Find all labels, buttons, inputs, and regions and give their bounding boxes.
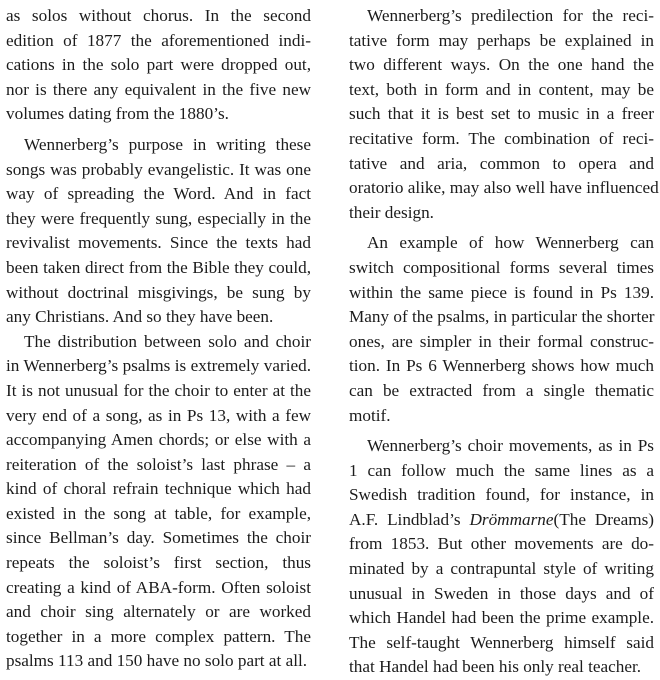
text-line: Wennerberg’s predilection for the reci- xyxy=(367,6,654,25)
text-line: volumes dating from the 1880’s. xyxy=(6,104,229,124)
left-text-column xyxy=(6,4,311,674)
paragraph xyxy=(6,330,311,674)
text-line: within the same piece is found in Ps 139. xyxy=(349,282,654,302)
text-line: accompanying Amen chords; or else with a xyxy=(6,430,311,450)
text-line: such that it is best set to music in a freer xyxy=(349,104,654,124)
text-line: The self-taught Wennerberg himself said xyxy=(349,632,654,652)
text-line: without doctrinal misgivings, be sung by xyxy=(6,282,311,302)
text-line-with-title xyxy=(349,508,654,533)
text-line: since Bellman’s day. Sometimes the choir xyxy=(6,528,311,548)
text-line: nor is there any equivalent in the five new xyxy=(6,79,311,99)
text-line: that Handel had been his only real teacher. xyxy=(349,657,642,677)
text-line: and choir sing alternately or are worked xyxy=(6,602,311,622)
text-line: can be extracted from a single thematic xyxy=(349,380,654,400)
italic-title: Drömmarne xyxy=(469,509,554,529)
text-line: tion. In Ps 6 Wennerberg shows how much xyxy=(349,356,654,376)
paragraph xyxy=(6,133,311,330)
text-line: oratorio alike, may also well have influenced xyxy=(349,178,659,198)
text-line: tative form may perhaps be explained in xyxy=(349,30,654,50)
text-line: existed in the song at table, for example, xyxy=(6,503,311,523)
text-line: been taken direct from the Bible they could, xyxy=(6,257,311,277)
text-line: unusual in Sweden in those days and of xyxy=(349,583,654,603)
text-line: revivalist movements. Since the texts had xyxy=(6,233,311,253)
text-line: 1 can follow much the same lines as a xyxy=(349,460,654,480)
text-line: very end of a song, as in Ps 13, with a few xyxy=(6,405,311,425)
paragraph xyxy=(349,434,654,680)
text-line: reiteration of the soloist’s last phrase – a xyxy=(6,454,311,474)
text-line: two different ways. On the one hand the xyxy=(349,55,654,75)
text-line: motif. xyxy=(349,405,391,425)
paragraph xyxy=(349,4,659,225)
paragraph xyxy=(6,4,311,127)
text-line: cations in the solo part were dropped out, xyxy=(6,55,311,75)
text-line: tative and aria, common to opera and xyxy=(349,153,654,173)
text-line: in Wennerberg’s psalms is extremely varied. xyxy=(6,356,311,376)
text-line: way of spreading the Word. And in fact xyxy=(6,184,311,204)
text-line: any Christians. And so they have been. xyxy=(6,307,274,327)
text-line: text, both in form and in content, may be xyxy=(349,79,654,99)
text-line: Swedish tradition found, for instance, in xyxy=(349,485,654,505)
text-line: recitative form. The combination of reci- xyxy=(349,128,654,148)
text-line: switch compositional forms several times xyxy=(349,257,654,277)
right-text-column xyxy=(349,4,659,680)
text-line: It is not unusual for the choir to enter at the xyxy=(6,380,311,400)
text-line: Wennerberg’s choir movements, as in Ps xyxy=(367,436,654,456)
text-line: their design. xyxy=(349,202,434,222)
text-line: from 1853. But other movements are do- xyxy=(349,534,654,554)
text-line: creating a kind of ABA-form. Often soloist xyxy=(6,577,311,597)
text-line: The distribution between solo and choir xyxy=(24,331,311,351)
text-line: repeats the soloist’s first section, thus xyxy=(6,553,311,573)
text-line: songs was probably evangelistic. It was one xyxy=(6,159,311,179)
text-line: together in a more complex pattern. The xyxy=(6,626,311,646)
text-line: minated by a contrapuntal style of writing xyxy=(349,559,654,579)
text-line: kind of choral refrain technique which had xyxy=(6,479,311,499)
text-line: Wennerberg’s purpose in writing these xyxy=(24,134,311,154)
paragraph xyxy=(349,231,654,428)
text-fragment: (The Dreams) xyxy=(553,509,654,529)
text-line: which Handel had been the prime example. xyxy=(349,608,654,628)
text-line: An example of how Wennerberg can xyxy=(367,233,654,253)
text-line: psalms 113 and 150 have no solo part at all. xyxy=(6,651,308,671)
text-fragment: A.F. Lindblad’s xyxy=(349,509,470,529)
text-line: ones, are simpler in their formal construc- xyxy=(349,331,654,351)
text-line: as solos without chorus. In the second xyxy=(6,6,311,25)
text-line: they were frequently sung, especially in the xyxy=(6,208,311,228)
text-line: edition of 1877 the aforementioned indi- xyxy=(6,30,311,50)
text-line: Many of the psalms, in particular the shorter xyxy=(349,307,655,327)
